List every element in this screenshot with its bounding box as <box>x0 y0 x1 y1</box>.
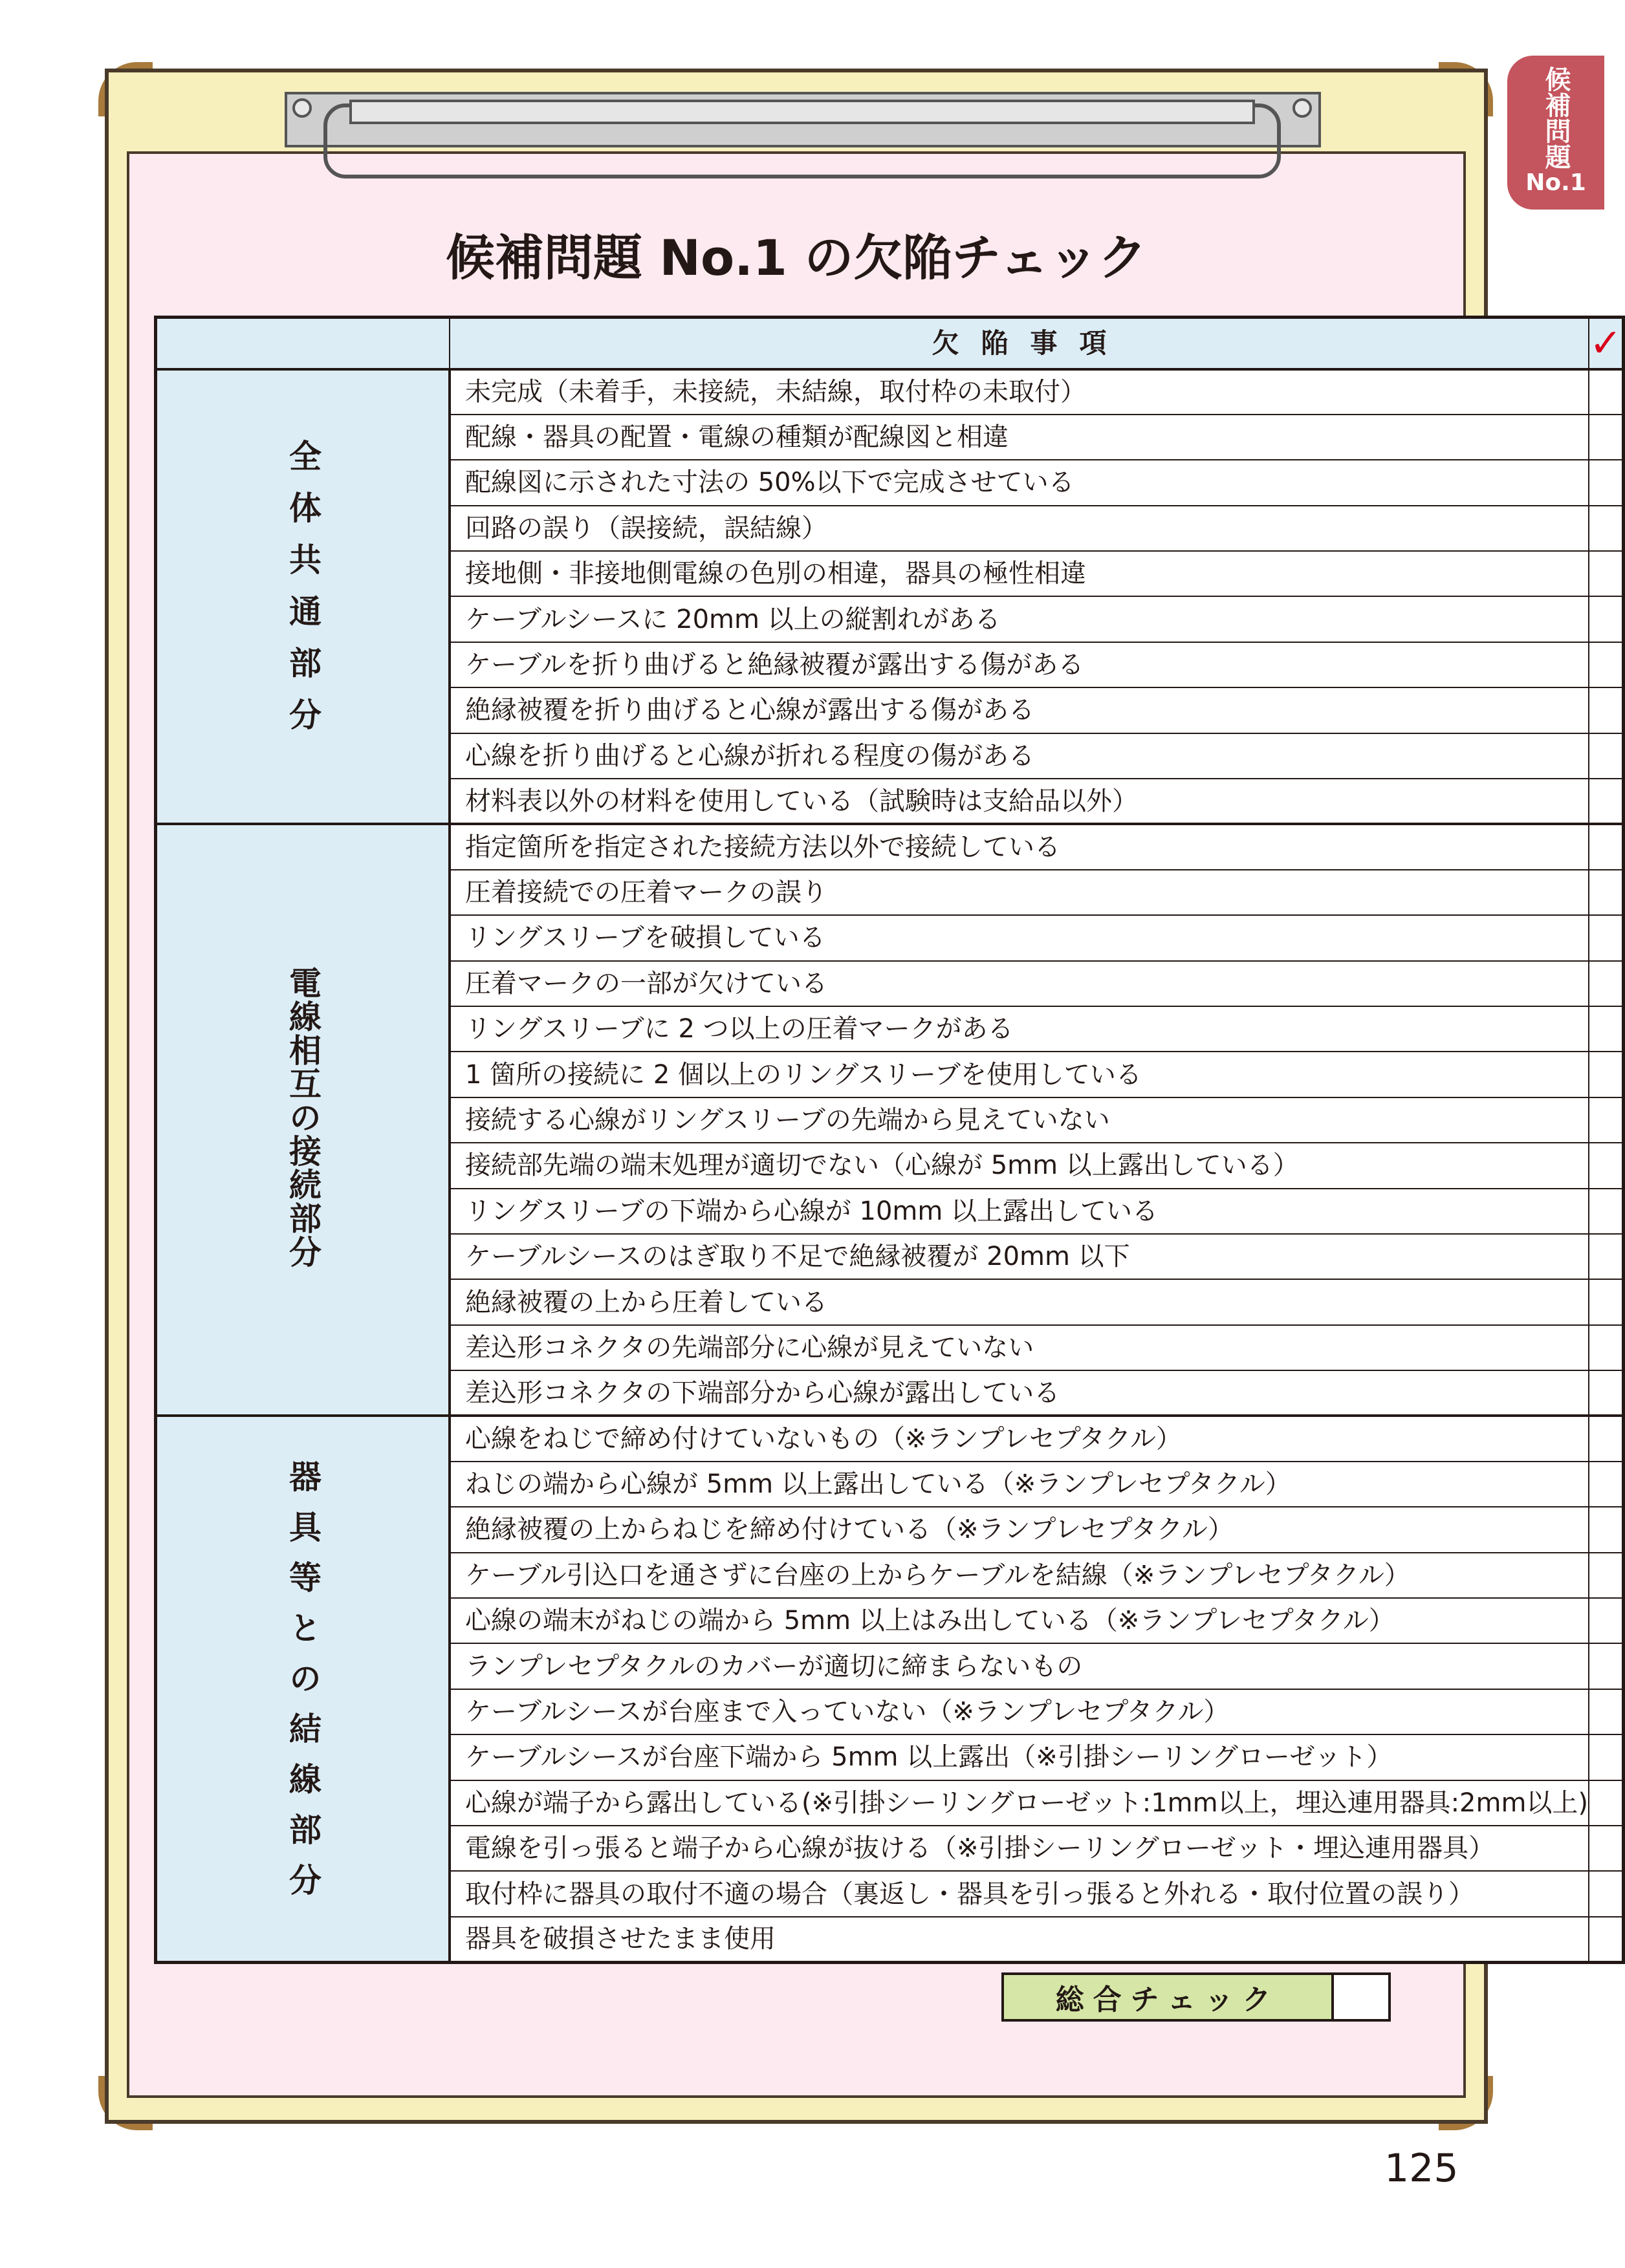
check-box[interactable] <box>1589 1598 1624 1643</box>
total-check-label: 総合チェック <box>1003 1974 1333 2020</box>
group-label: 電線相互の接続部分 <box>284 966 322 1269</box>
check-box[interactable] <box>1589 824 1624 869</box>
check-box[interactable] <box>1589 1734 1624 1780</box>
total-check-box[interactable] <box>1333 1974 1390 2020</box>
defect-item: 圧着マークの一部が欠けている <box>450 961 1589 1006</box>
table-row <box>156 824 1624 869</box>
check-box[interactable] <box>1589 915 1624 960</box>
check-box[interactable] <box>1589 460 1624 505</box>
header-label: 欠陥事項 <box>450 318 1589 369</box>
defect-item: ねじの端から心線が 5mm 以上露出している（※ランプレセプタクル） <box>450 1462 1589 1507</box>
defect-item: 1 箇所の接続に 2 個以上のリングスリーブを使用している <box>450 1052 1589 1097</box>
check-box[interactable] <box>1589 1416 1624 1461</box>
defect-item: ケーブルを折り曲げると絶縁被覆が露出する傷がある <box>450 642 1589 687</box>
defect-item: ケーブルシースが台座まで入っていない（※ランプレセプタクル） <box>450 1689 1589 1734</box>
page-title: 候補問題 No.1 の欠陥チェック <box>445 229 1148 286</box>
defect-item: 配線・器具の配置・電線の種類が配線図と相違 <box>450 415 1589 460</box>
check-box[interactable] <box>1589 1097 1624 1143</box>
check-box[interactable] <box>1589 506 1624 551</box>
check-box[interactable] <box>1589 1189 1624 1234</box>
check-box[interactable] <box>1589 1553 1624 1598</box>
check-box[interactable] <box>1589 1234 1624 1279</box>
group-label: 全体共通部分 <box>284 438 322 750</box>
group-label-cell <box>156 1416 450 1962</box>
table-row <box>156 369 1624 415</box>
check-box[interactable] <box>1589 596 1624 642</box>
defect-item: 材料表以外の材料を使用している（試験時は支給品以外） <box>450 779 1589 824</box>
table-header-row <box>156 318 1624 369</box>
defect-item: リングスリーブを破損している <box>450 915 1589 960</box>
check-box[interactable] <box>1589 642 1624 687</box>
clip-rivet-icon <box>292 98 312 118</box>
check-box[interactable] <box>1589 733 1624 779</box>
check-box[interactable] <box>1589 1826 1624 1871</box>
defect-item: リングスリーブに 2 つ以上の圧着マークがある <box>450 1006 1589 1052</box>
defect-item: 取付枠に器具の取付不適の場合（裏返し・器具を引っ張ると外れる・取付位置の誤り） <box>450 1871 1589 1916</box>
defect-item: 器具を破損させたまま使用 <box>450 1917 1589 1962</box>
page-number: 125 <box>1384 2146 1459 2191</box>
check-mark-icon: ✓ <box>1589 318 1624 369</box>
group-label: 器具等との結線部分 <box>284 1460 322 1914</box>
defect-item: 指定箇所を指定された接続方法以外で接続している <box>450 824 1589 869</box>
check-box[interactable] <box>1589 1689 1624 1734</box>
defect-item: 回路の誤り（誤接続，誤結線） <box>450 506 1589 551</box>
check-box[interactable] <box>1589 1462 1624 1507</box>
defect-item: 圧着接続での圧着マークの誤り <box>450 870 1589 915</box>
check-box[interactable] <box>1589 1279 1624 1324</box>
check-box[interactable] <box>1589 1370 1624 1416</box>
defect-item: 心線をねじで締め付けていないもの（※ランプレセプタクル） <box>450 1416 1589 1461</box>
check-box[interactable] <box>1589 961 1624 1006</box>
defect-item: リングスリーブの下端から心線が 10mm 以上露出している <box>450 1189 1589 1234</box>
check-box[interactable] <box>1589 1325 1624 1370</box>
clip-rivet-icon <box>1292 98 1312 118</box>
check-box[interactable] <box>1589 1643 1624 1689</box>
defect-item: 配線図に示された寸法の 50%以下で完成させている <box>450 460 1589 505</box>
group-label-cell <box>156 369 450 825</box>
defect-item: 接地側・非接地側電線の色別の相違，器具の極性相違 <box>450 551 1589 596</box>
clip-bar <box>349 100 1255 124</box>
header-corner-cell <box>156 318 450 369</box>
defect-item: 未完成（未着手，未接続，未結線，取付枠の未取付） <box>450 369 1589 415</box>
defect-item: 電線を引っ張ると端子から心線が抜ける（※引掛シーリングローゼット・埋込連用器具） <box>450 1826 1589 1871</box>
defect-item: 心線の端末がねじの端から 5mm 以上はみ出している（※ランプレセプタクル） <box>450 1598 1589 1643</box>
defect-item: 接続する心線がリングスリーブの先端から見えていない <box>450 1097 1589 1143</box>
defect-item: 心線が端子から露出している(※引掛シーリングローゼット:1mm以上，埋込連用器具:2mm以上) <box>450 1780 1589 1826</box>
check-box[interactable] <box>1589 369 1624 415</box>
defect-item: ケーブルシースのはぎ取り不足で絶縁被覆が 20mm 以下 <box>450 1234 1589 1279</box>
check-box[interactable] <box>1589 687 1624 733</box>
check-box[interactable] <box>1589 1052 1624 1097</box>
check-box[interactable] <box>1589 415 1624 460</box>
check-box[interactable] <box>1589 1507 1624 1552</box>
defect-item: ランプレセプタクルのカバーが適切に締まらないもの <box>450 1643 1589 1689</box>
group-label-cell <box>156 824 450 1416</box>
defect-item: ケーブルシースに 20mm 以上の縦割れがある <box>450 596 1589 642</box>
check-box[interactable] <box>1589 1143 1624 1188</box>
defect-checklist-table <box>154 316 1625 1964</box>
total-check-table <box>1001 1972 1391 2022</box>
check-box[interactable] <box>1589 1780 1624 1826</box>
defect-item: 差込形コネクタの先端部分に心線が見えていない <box>450 1325 1589 1370</box>
side-tab-number: No.1 <box>1525 169 1586 196</box>
defect-item: 心線を折り曲げると心線が折れる程度の傷がある <box>450 733 1589 779</box>
check-box[interactable] <box>1589 1917 1624 1962</box>
check-box[interactable] <box>1589 1006 1624 1052</box>
defect-item: 絶縁被覆を折り曲げると心線が露出する傷がある <box>450 687 1589 733</box>
table-row <box>156 1416 1624 1461</box>
check-box[interactable] <box>1589 551 1624 596</box>
defect-item: 絶縁被覆の上から圧着している <box>450 1279 1589 1324</box>
check-box[interactable] <box>1589 870 1624 915</box>
side-tab-label: 候補問題 <box>1541 66 1571 169</box>
defect-item: 差込形コネクタの下端部分から心線が露出している <box>450 1370 1589 1416</box>
side-tab <box>1507 56 1604 210</box>
defect-item: 接続部先端の端末処理が適切でない（心線が 5mm 以上露出している） <box>450 1143 1589 1188</box>
check-box[interactable] <box>1589 779 1624 824</box>
defect-item: ケーブルシースが台座下端から 5mm 以上露出（※引掛シーリングローゼット） <box>450 1734 1589 1780</box>
check-box[interactable] <box>1589 1871 1624 1916</box>
defect-item: 絶縁被覆の上からねじを締め付けている（※ランプレセプタクル） <box>450 1507 1589 1552</box>
defect-item: ケーブル引込口を通さずに台座の上からケーブルを結線（※ランプレセプタクル） <box>450 1553 1589 1598</box>
